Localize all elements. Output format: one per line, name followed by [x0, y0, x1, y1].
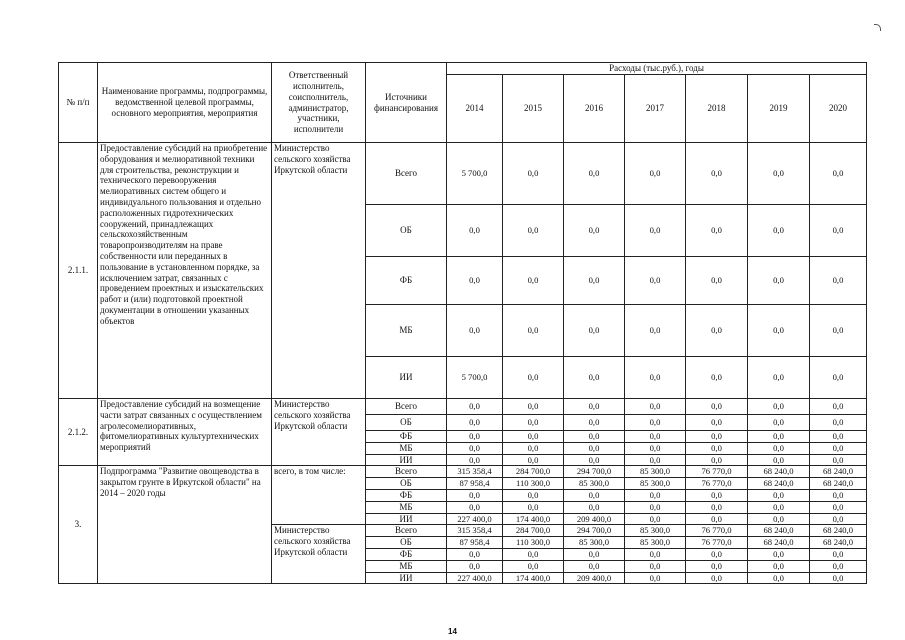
value-cell: 0,0 — [810, 560, 867, 572]
value-cell: 0,0 — [447, 305, 503, 357]
value-cell: 0,0 — [564, 205, 625, 257]
value-cell: 0,0 — [686, 572, 748, 584]
value-cell: 0,0 — [625, 205, 686, 257]
row-responsible: Министерство сельского хозяйства Иркутской области — [272, 143, 366, 399]
value-cell: 0,0 — [810, 454, 867, 466]
value-cell: 87 958,4 — [447, 537, 503, 549]
row-number: 2.1.2. — [59, 399, 98, 466]
table-row — [59, 466, 867, 478]
value-cell: 0,0 — [625, 357, 686, 399]
value-cell: 0,0 — [748, 560, 810, 572]
year-header: 2015 — [503, 75, 564, 143]
value-cell: 0,0 — [447, 548, 503, 560]
value-cell: 0,0 — [748, 489, 810, 501]
value-cell: 0,0 — [564, 257, 625, 305]
value-cell: 0,0 — [810, 548, 867, 560]
value-cell: 0,0 — [810, 572, 867, 584]
value-cell: 0,0 — [625, 489, 686, 501]
value-cell: 0,0 — [625, 548, 686, 560]
value-cell: 110 300,0 — [503, 537, 564, 549]
value-cell: 0,0 — [748, 257, 810, 305]
value-cell: 0,0 — [625, 454, 686, 466]
value-cell: 0,0 — [447, 454, 503, 466]
value-cell: 0,0 — [625, 572, 686, 584]
value-cell: 0,0 — [564, 489, 625, 501]
source-cell: ИИ — [366, 454, 447, 466]
value-cell: 0,0 — [564, 305, 625, 357]
value-cell: 85 300,0 — [625, 525, 686, 537]
value-cell: 0,0 — [810, 442, 867, 454]
source-cell: Всего — [366, 399, 447, 415]
value-cell: 68 240,0 — [810, 537, 867, 549]
row-responsible: Министерство сельского хозяйства Иркутской области — [272, 399, 366, 466]
value-cell: 0,0 — [748, 513, 810, 525]
source-cell: Всего — [366, 466, 447, 478]
value-cell: 0,0 — [686, 454, 748, 466]
header-expenses: Расходы (тыс.руб.), годы — [447, 63, 867, 75]
value-cell: 68 240,0 — [748, 525, 810, 537]
value-cell: 0,0 — [625, 560, 686, 572]
value-cell: 68 240,0 — [810, 525, 867, 537]
header-name: Наименование программы, подпрограммы, ведомственной целевой программы, основного мероприятия, мероприятия — [98, 63, 272, 143]
value-cell: 284 700,0 — [503, 466, 564, 478]
value-cell: 0,0 — [810, 489, 867, 501]
value-cell: 0,0 — [810, 399, 867, 415]
source-cell: ОБ — [366, 478, 447, 490]
value-cell: 0,0 — [564, 143, 625, 205]
value-cell: 0,0 — [686, 560, 748, 572]
value-cell: 0,0 — [810, 257, 867, 305]
value-cell: 0,0 — [748, 431, 810, 443]
value-cell: 0,0 — [625, 143, 686, 205]
row-responsible: всего, в том числе: — [272, 466, 366, 525]
value-cell: 0,0 — [564, 431, 625, 443]
year-header: 2020 — [810, 75, 867, 143]
source-cell: Всего — [366, 525, 447, 537]
value-cell: 0,0 — [564, 442, 625, 454]
source-cell: ФБ — [366, 257, 447, 305]
value-cell: 0,0 — [686, 442, 748, 454]
source-cell: ОБ — [366, 415, 447, 431]
value-cell: 0,0 — [447, 560, 503, 572]
value-cell: 0,0 — [748, 572, 810, 584]
value-cell: 0,0 — [810, 143, 867, 205]
value-cell: 0,0 — [748, 454, 810, 466]
value-cell: 0,0 — [686, 489, 748, 501]
value-cell: 0,0 — [810, 513, 867, 525]
value-cell: 0,0 — [503, 560, 564, 572]
value-cell: 0,0 — [686, 143, 748, 205]
value-cell: 0,0 — [810, 501, 867, 513]
value-cell: 0,0 — [686, 548, 748, 560]
value-cell: 0,0 — [748, 399, 810, 415]
table-row — [59, 399, 867, 415]
value-cell: 68 240,0 — [748, 466, 810, 478]
value-cell: 85 300,0 — [564, 537, 625, 549]
value-cell: 227 400,0 — [447, 513, 503, 525]
value-cell: 0,0 — [625, 501, 686, 513]
value-cell: 110 300,0 — [503, 478, 564, 490]
value-cell: 0,0 — [447, 399, 503, 415]
source-cell: ИИ — [366, 513, 447, 525]
value-cell: 87 958,4 — [447, 478, 503, 490]
source-cell: МБ — [366, 442, 447, 454]
value-cell: 209 400,0 — [564, 513, 625, 525]
value-cell: 76 770,0 — [686, 525, 748, 537]
value-cell: 0,0 — [686, 257, 748, 305]
value-cell: 315 358,4 — [447, 466, 503, 478]
scan-corner-mark — [874, 24, 881, 31]
value-cell: 76 770,0 — [686, 537, 748, 549]
value-cell: 0,0 — [625, 431, 686, 443]
value-cell: 0,0 — [447, 415, 503, 431]
value-cell: 0,0 — [748, 501, 810, 513]
row-number: 2.1.1. — [59, 143, 98, 399]
value-cell: 85 300,0 — [625, 478, 686, 490]
value-cell: 68 240,0 — [748, 478, 810, 490]
value-cell: 0,0 — [686, 431, 748, 443]
value-cell: 76 770,0 — [686, 478, 748, 490]
source-cell: МБ — [366, 305, 447, 357]
budget-table-sheet — [58, 62, 867, 584]
value-cell: 0,0 — [564, 454, 625, 466]
value-cell: 0,0 — [686, 305, 748, 357]
page-number: 14 — [448, 627, 457, 636]
value-cell: 0,0 — [447, 501, 503, 513]
value-cell: 0,0 — [748, 548, 810, 560]
value-cell: 0,0 — [686, 399, 748, 415]
value-cell: 227 400,0 — [447, 572, 503, 584]
value-cell: 0,0 — [686, 501, 748, 513]
source-cell: ИИ — [366, 572, 447, 584]
value-cell: 0,0 — [564, 548, 625, 560]
value-cell: 0,0 — [564, 399, 625, 415]
source-cell: Всего — [366, 143, 447, 205]
value-cell: 284 700,0 — [503, 525, 564, 537]
value-cell: 294 700,0 — [564, 466, 625, 478]
value-cell: 0,0 — [810, 431, 867, 443]
year-header: 2017 — [625, 75, 686, 143]
value-cell: 68 240,0 — [748, 537, 810, 549]
value-cell: 0,0 — [810, 415, 867, 431]
row-name: Предоставление субсидий на приобретение оборудования и мелиоративной техники для строительства, реконструкции и технического перевооружения мелиоративных систем общего и индивидуального пользования и отдельно расположенных гидротехнических сооружений, принадлежащих сельскохозяйственным товаропроизводителям на праве собственности или переданных в пользование в установленном порядке, за исключением затрат, связанных с проведением проектных и изыскательских работ и (или) подготовкой проектной документации в отношении указанных объектов — [98, 143, 272, 399]
source-cell: ИИ — [366, 357, 447, 399]
value-cell: 0,0 — [503, 501, 564, 513]
value-cell: 0,0 — [625, 415, 686, 431]
value-cell: 0,0 — [810, 205, 867, 257]
value-cell: 0,0 — [810, 357, 867, 399]
value-cell: 0,0 — [564, 501, 625, 513]
value-cell: 0,0 — [503, 454, 564, 466]
value-cell: 0,0 — [625, 442, 686, 454]
value-cell: 85 300,0 — [564, 478, 625, 490]
year-header: 2014 — [447, 75, 503, 143]
value-cell: 0,0 — [447, 257, 503, 305]
source-cell: МБ — [366, 501, 447, 513]
value-cell: 0,0 — [503, 305, 564, 357]
value-cell: 294 700,0 — [564, 525, 625, 537]
value-cell: 0,0 — [686, 357, 748, 399]
value-cell: 0,0 — [564, 415, 625, 431]
value-cell: 0,0 — [625, 513, 686, 525]
source-cell: ОБ — [366, 537, 447, 549]
value-cell: 0,0 — [748, 442, 810, 454]
value-cell: 0,0 — [748, 205, 810, 257]
value-cell: 0,0 — [503, 548, 564, 560]
value-cell: 0,0 — [447, 442, 503, 454]
value-cell: 85 300,0 — [625, 466, 686, 478]
source-cell: ФБ — [366, 489, 447, 501]
value-cell: 0,0 — [748, 357, 810, 399]
value-cell: 5 700,0 — [447, 357, 503, 399]
value-cell: 5 700,0 — [447, 143, 503, 205]
value-cell: 0,0 — [503, 442, 564, 454]
value-cell: 0,0 — [564, 357, 625, 399]
source-cell: МБ — [366, 560, 447, 572]
value-cell: 0,0 — [447, 431, 503, 443]
value-cell: 0,0 — [810, 305, 867, 357]
value-cell: 0,0 — [447, 205, 503, 257]
year-header: 2018 — [686, 75, 748, 143]
value-cell: 0,0 — [503, 357, 564, 399]
value-cell: 174 400,0 — [503, 572, 564, 584]
source-cell: ОБ — [366, 205, 447, 257]
value-cell: 0,0 — [625, 399, 686, 415]
value-cell: 0,0 — [686, 415, 748, 431]
value-cell: 68 240,0 — [810, 466, 867, 478]
value-cell: 0,0 — [686, 513, 748, 525]
table-row — [59, 143, 867, 205]
value-cell: 0,0 — [686, 205, 748, 257]
source-cell: ФБ — [366, 431, 447, 443]
value-cell: 0,0 — [503, 205, 564, 257]
value-cell: 0,0 — [503, 489, 564, 501]
value-cell: 0,0 — [503, 143, 564, 205]
value-cell: 174 400,0 — [503, 513, 564, 525]
row-name: Предоставление субсидий на возмещение части затрат связанных с осуществлением агролесомелиоративных, фитомелиоративных культуртехнических мероприятий — [98, 399, 272, 466]
source-cell: ФБ — [366, 548, 447, 560]
year-header: 2016 — [564, 75, 625, 143]
value-cell: 0,0 — [447, 489, 503, 501]
header-num: № п/п — [59, 63, 98, 143]
row-name: Подпрограмма "Развитие овощеводства в закрытом грунте в Иркутской области" на 2014 – 2020 годы — [98, 466, 272, 584]
header-source: Источники финансирования — [366, 63, 447, 143]
value-cell: 0,0 — [748, 305, 810, 357]
value-cell: 0,0 — [503, 415, 564, 431]
value-cell: 315 358,4 — [447, 525, 503, 537]
value-cell: 0,0 — [748, 143, 810, 205]
budget-table — [58, 62, 867, 584]
value-cell: 0,0 — [503, 431, 564, 443]
row-number: 3. — [59, 466, 98, 584]
year-header: 2019 — [748, 75, 810, 143]
value-cell: 0,0 — [625, 305, 686, 357]
value-cell: 76 770,0 — [686, 466, 748, 478]
value-cell: 0,0 — [503, 257, 564, 305]
value-cell: 85 300,0 — [625, 537, 686, 549]
header-responsible: Ответственный исполнитель, соисполнитель, администратор, участники, исполнители — [272, 63, 366, 143]
value-cell: 0,0 — [564, 560, 625, 572]
value-cell: 209 400,0 — [564, 572, 625, 584]
value-cell: 0,0 — [503, 399, 564, 415]
value-cell: 0,0 — [625, 257, 686, 305]
row-responsible: Министерство сельского хозяйства Иркутской области — [272, 525, 366, 584]
value-cell: 0,0 — [748, 415, 810, 431]
value-cell: 68 240,0 — [810, 478, 867, 490]
